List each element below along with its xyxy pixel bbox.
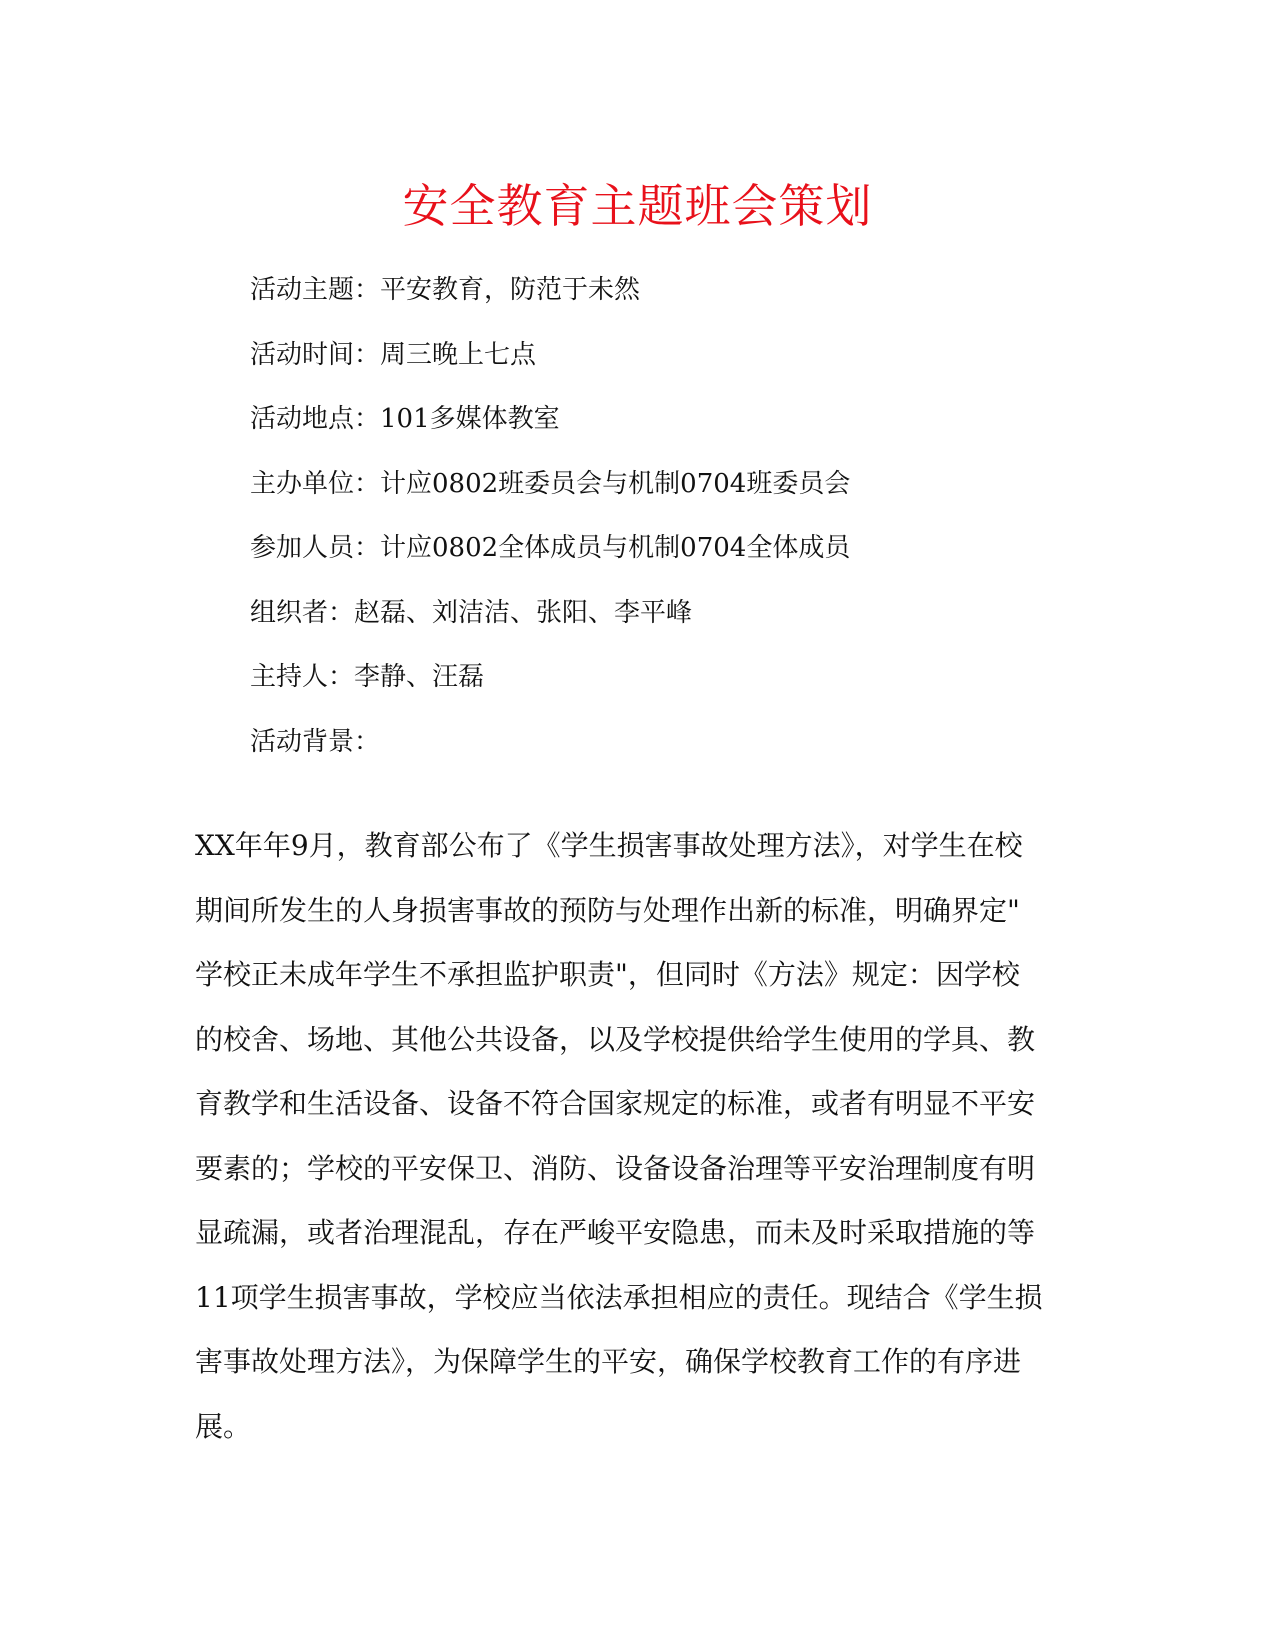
activity-info-list (250, 258, 850, 774)
paragraph-line: XX年年9月，教育部公布了《学生损害事故处理方法》，对学生在校 (195, 829, 1023, 862)
paragraph-line: 11项学生损害事故，学校应当依法承担相应的责任。现结合《学生损 (195, 1280, 1043, 1314)
paragraph-line: 显疏漏，或者治理混乱，存在严峻平安隐患，而未及时采取措施的等 (195, 1216, 1036, 1249)
paragraph-line: 的校舍、场地、其他公共设备，以及学校提供给学生使用的学具、教 (195, 1022, 1036, 1056)
background-paragraph (195, 814, 1075, 1459)
info-time: 活动时间：周三晚上七点 (250, 339, 537, 370)
paragraph-line: 学校正未成年学生不承担监护职责"，但同时《方法》规定：因学校 (195, 958, 1020, 991)
paragraph-line: 育教学和生活设备、设备不符合国家规定的标准，或者有明显不平安 (195, 1087, 1036, 1120)
info-background-heading: 活动背景： (250, 726, 381, 757)
info-location: 活动地点：101多媒体教室 (250, 404, 560, 434)
info-moderators: 主持人：李静、汪磊 (250, 662, 485, 692)
info-host: 主办单位：计应0802班委员会与机制0704班委员会 (250, 468, 851, 499)
paragraph-line: 要素的；学校的平安保卫、消防、设备设备治理等平安治理制度有明 (195, 1151, 1036, 1185)
info-participants: 参加人员：计应0802全体成员与机制0704全体成员 (250, 533, 851, 563)
info-organizers: 组织者：赵磊、刘洁洁、张阳、李平峰 (250, 597, 693, 628)
paragraph-line: 害事故处理方法》，为保障学生的平安，确保学校教育工作的有序进 (195, 1345, 1022, 1378)
paragraph-line: 展。 (195, 1409, 252, 1443)
info-theme: 活动主题：平安教育，防范于未然 (250, 275, 641, 305)
document-title: 安全教育主题班会策划 (402, 179, 873, 233)
paragraph-line: 期间所发生的人身损害事故的预防与处理作出新的标准，明确界定" (195, 893, 1020, 927)
